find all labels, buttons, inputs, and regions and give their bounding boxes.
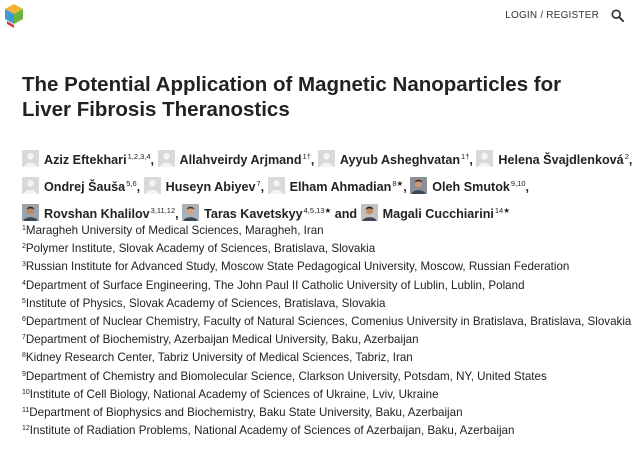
affiliation-number: 9 — [22, 370, 26, 378]
author-affiliation-sup: 1† — [302, 152, 311, 161]
author-affiliation-sup: 5,6 — [126, 179, 137, 188]
author-affiliation-sup: 2 — [624, 152, 629, 161]
affiliation-item — [22, 368, 634, 386]
affiliation-text: Department of Chemistry and Biomolecular Science, Clarkson University, Potsdam, NY, United States — [25, 369, 547, 383]
affiliation-text: Department of Biophysics and Biochemistry, Baku State University, Baku, Azerbaijan — [29, 406, 463, 420]
affiliation-item — [22, 313, 634, 331]
login-register-link[interactable]: LOGIN / REGISTER — [505, 10, 599, 21]
affiliation-item — [22, 258, 634, 276]
affiliation-item — [22, 222, 634, 240]
author-name: Ondrej Šauša — [44, 180, 126, 194]
author[interactable] — [22, 207, 175, 221]
affiliation-text: Department of Biochemistry, Azerbaijan Medical University, Baku, Azerbaijan — [25, 333, 419, 347]
title-line-1: The Potential Application of Magnetic Nanoparticles for — [22, 73, 562, 96]
affiliation-number: 5 — [22, 297, 26, 305]
affiliation-number: 1 — [22, 225, 26, 232]
affiliation-number: 3 — [22, 261, 26, 269]
author[interactable] — [410, 180, 525, 194]
author[interactable] — [22, 153, 151, 167]
author-name: Oleh Smutok — [432, 180, 510, 194]
affiliation-item — [22, 349, 634, 367]
affiliation-item — [22, 240, 634, 258]
author[interactable] — [144, 180, 261, 194]
author-affiliation-sup: 8★ — [392, 179, 404, 188]
title-line-2: Liver Fibrosis Theranostics — [22, 98, 290, 121]
author[interactable] — [182, 207, 331, 221]
affiliation-number: 7 — [22, 334, 26, 342]
cube-logo-icon[interactable] — [3, 3, 25, 29]
photo-avatar-icon — [361, 204, 378, 221]
affiliation-number: 4 — [22, 279, 26, 287]
and-separator: and — [334, 207, 358, 221]
author-affiliation-sup: 3,11,12 — [150, 206, 176, 215]
affiliation-number: 8 — [22, 352, 26, 360]
affiliation-text: Maragheh University of Medical Sciences, Maragheh, Iran — [25, 224, 324, 237]
author-name: Magali Cucchiarini — [382, 207, 494, 221]
affiliation-item — [22, 404, 634, 422]
photo-avatar-icon — [410, 177, 427, 194]
author-name: Elham Ahmadian — [289, 180, 392, 194]
author[interactable] — [22, 180, 137, 194]
author[interactable] — [476, 153, 628, 167]
affiliation-number: 6 — [22, 316, 26, 324]
author-affiliation-sup: 1,2,3,4 — [127, 152, 151, 161]
author[interactable] — [361, 207, 510, 221]
author-affiliation-sup: 9,10 — [510, 179, 526, 188]
author-affiliation-sup: 7 — [256, 179, 261, 188]
affiliation-text: Department of Surface Engineering, The John Paul II Catholic University of Lublin, Lublin, Poland — [25, 278, 525, 292]
header-nav — [505, 9, 624, 22]
affiliation-number: 12 — [22, 425, 30, 433]
author[interactable] — [268, 180, 404, 194]
affiliation-item — [22, 295, 634, 313]
placeholder-avatar-icon — [318, 150, 335, 167]
author-name: Rovshan Khalilov — [44, 207, 150, 221]
affiliation-item — [22, 331, 634, 349]
placeholder-avatar-icon — [476, 150, 493, 167]
author-name: Ayyub Asheghvatan — [339, 153, 461, 167]
affiliation-text: Russian Institute for Advanced Study, Moscow State Pedagogical University, Moscow, Russian Federation — [25, 260, 570, 274]
author-name: Allahveirdy Arjmand — [179, 153, 302, 167]
photo-avatar-icon — [22, 204, 39, 221]
affiliation-item — [22, 277, 634, 295]
author-affiliation-sup: 4,5,13★ — [303, 206, 332, 215]
affiliation-text: Institute of Cell Biology, National Academy of Sciences of Ukraine, Lviv, Ukraine — [29, 387, 439, 401]
placeholder-avatar-icon — [22, 177, 39, 194]
placeholder-avatar-icon — [144, 177, 161, 194]
affiliation-text: Institute of Radiation Problems, National Academy of Sciences of Azerbaijan, Baku, Azerbaijan — [29, 424, 515, 438]
site-header — [0, 0, 640, 34]
author[interactable] — [158, 153, 311, 167]
placeholder-avatar-icon — [158, 150, 175, 167]
article-title — [22, 72, 640, 122]
affiliation-text: Institute of Physics, Slovak Academy of Sciences, Bratislava, Slovakia — [25, 296, 386, 310]
photo-avatar-icon — [182, 204, 199, 221]
author-affiliation-sup: 1† — [461, 152, 470, 161]
author-list: Aziz Eftekhari$^{1,2,3,4}$, Allahveirdy Arjmand$^{1\dagger}$, Ayyub Asheghvatan$^{1\dagger}$, Helena Švajdlenková$^2$, Ondrej Šauša$^{5,6}$, Huseyn Abiyev$^7$, Elham Ahmadian$^{8★}$, Oleh Smutok$^{9,10}$, Rovshan Khalilov$^{3,11,12}$, Taras Kavetskyy$^{4,5,13★}$ and Magali Cucchiarini$^{14★}$ — [22, 145, 634, 226]
affiliation-text: Department of Nuclear Chemistry, Faculty of Natural Sciences, Comenius University in Bratislava, Bratislava, Slovakia — [25, 315, 632, 329]
affiliation-number: 11 — [22, 407, 30, 415]
affiliation-text: Kidney Research Center, Tabriz University of Medical Sciences, Tabriz, Iran — [25, 351, 413, 365]
search-icon[interactable] — [611, 9, 624, 22]
affiliation-item — [22, 386, 634, 404]
affiliation-item — [22, 422, 634, 440]
author-affiliation-sup: 14★ — [494, 206, 510, 215]
affiliation-text: Polymer Institute, Slovak Academy of Sciences, Bratislava, Slovakia — [25, 242, 376, 256]
author-name: Aziz Eftekhari — [44, 153, 127, 167]
placeholder-avatar-icon — [22, 150, 39, 167]
author[interactable] — [318, 153, 469, 167]
placeholder-avatar-icon — [268, 177, 285, 194]
affiliation-number: 10 — [22, 388, 30, 396]
affiliation-number: 2 — [22, 243, 26, 251]
author-name: Huseyn Abiyev — [165, 180, 256, 194]
author-name: Taras Kavetskyy — [204, 207, 303, 221]
author-name: Helena Švajdlenková — [498, 153, 624, 167]
affiliation-list — [22, 222, 634, 440]
